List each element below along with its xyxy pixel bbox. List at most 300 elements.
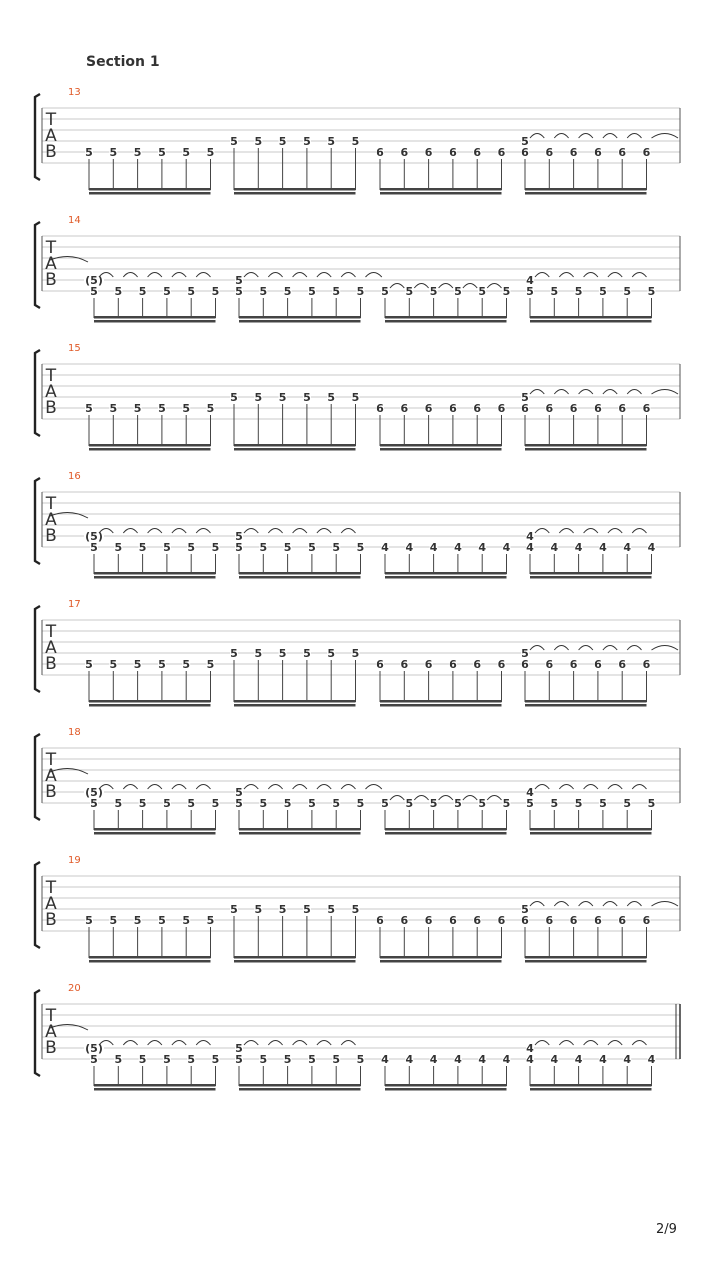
fret-number: 5	[521, 647, 529, 660]
fret-number: 5	[114, 797, 123, 810]
tie-arc	[632, 273, 646, 278]
fret-number: 4	[381, 1053, 389, 1066]
fret-number: 5	[526, 285, 534, 298]
fret-number: 5	[303, 903, 311, 916]
fret-number: 6	[449, 402, 457, 415]
fret-number: 5	[254, 135, 263, 148]
fret-number: 5	[206, 146, 215, 159]
tie-arc	[603, 902, 617, 907]
tie-arc	[463, 796, 477, 801]
fret-number: 4	[550, 541, 559, 554]
tie-arc	[439, 796, 453, 801]
fret-number: 5	[647, 285, 656, 298]
tie-arc	[627, 390, 641, 395]
fret-number: 6	[449, 914, 457, 927]
beam	[380, 956, 502, 959]
fret-number: 5	[235, 786, 243, 799]
fret-number: 4	[454, 541, 462, 554]
fret-number: 5	[90, 541, 98, 554]
fret-number: 4	[526, 1042, 534, 1055]
tie-arc	[579, 390, 593, 395]
beam	[239, 576, 361, 579]
fret-number: 4	[647, 541, 656, 554]
tab-clef-letter: B	[45, 910, 57, 930]
tie-arc	[632, 1041, 646, 1046]
fret-number: 6	[594, 658, 602, 671]
tab-clef-letter: T	[45, 366, 57, 386]
fret-number: 5	[254, 903, 263, 916]
fret-number: 6	[424, 914, 433, 927]
tab-system	[35, 855, 680, 963]
tie-arc	[268, 1041, 282, 1046]
fret-number: 5	[230, 391, 238, 404]
fret-number: 5	[114, 541, 123, 554]
fret-number: 5	[283, 541, 292, 554]
fret-number: 5	[138, 1053, 147, 1066]
tab-system	[35, 215, 680, 323]
fret-number: 5	[381, 285, 389, 298]
fret-number: 5	[133, 146, 142, 159]
tie-arc	[148, 1041, 162, 1046]
tie-arc	[535, 273, 549, 278]
fret-number: 4	[478, 1053, 487, 1066]
tie-arc	[244, 785, 258, 790]
fret-number: 4	[429, 1053, 438, 1066]
beam	[525, 956, 647, 959]
tie-arc	[627, 902, 641, 907]
tab-clef-letter: T	[45, 622, 57, 642]
beam	[234, 188, 356, 191]
beam	[234, 704, 356, 707]
fret-number: 6	[497, 402, 506, 415]
tie-arc	[196, 785, 210, 790]
fret-number: 6	[449, 658, 457, 671]
fret-number: 5	[303, 135, 311, 148]
tie-arc	[317, 785, 331, 790]
fret-number: 5	[211, 1053, 220, 1066]
fret-number: 5	[163, 797, 171, 810]
fret-number: 6	[545, 658, 554, 671]
tie-arc	[148, 273, 162, 278]
beam	[239, 1084, 361, 1087]
beam	[530, 316, 652, 319]
fret-number: 5	[259, 797, 268, 810]
fret-number: 5	[405, 285, 414, 298]
system-bracket	[35, 862, 40, 948]
tie-arc	[627, 134, 641, 139]
fret-number: 5	[550, 797, 559, 810]
tie-arc	[123, 785, 137, 790]
fret-number: 6	[376, 402, 384, 415]
tie-arc	[554, 134, 568, 139]
fret-number: 5	[303, 391, 311, 404]
beam	[385, 828, 507, 831]
beam	[385, 1088, 507, 1091]
fret-number: 6	[400, 402, 409, 415]
tab-clef-letter: T	[45, 494, 57, 514]
beam	[530, 572, 652, 575]
tab-clef-letter: A	[45, 126, 57, 146]
fret-number: 6	[594, 146, 602, 159]
fret-number: 5	[85, 402, 93, 415]
fret-number: 5	[187, 285, 196, 298]
fret-number: 5	[327, 647, 336, 660]
fret-number: 5	[332, 285, 341, 298]
fret-number: 6	[497, 658, 506, 671]
tie-arc	[341, 273, 355, 278]
fret-number: 6	[521, 914, 529, 927]
fret-number: 6	[376, 146, 384, 159]
fret-number: 4	[526, 1053, 534, 1066]
fret-number: 5	[133, 914, 142, 927]
tie-arc	[414, 796, 428, 801]
tie-arc	[652, 134, 679, 139]
tie-arc	[579, 646, 593, 651]
tab-system	[35, 727, 680, 835]
beam	[89, 444, 211, 447]
tie-arc	[244, 1041, 258, 1046]
fret-number: 5	[206, 914, 215, 927]
fret-number: 6	[618, 402, 627, 415]
fret-number: 5	[109, 402, 118, 415]
tie-arc	[293, 785, 307, 790]
tie-arc	[579, 902, 593, 907]
fret-number: 5	[429, 797, 438, 810]
fret-number: 5	[114, 1053, 123, 1066]
fret-number: 5	[90, 1053, 98, 1066]
tie-arc	[341, 529, 355, 534]
fret-number: 4	[599, 541, 607, 554]
tie-arc	[530, 646, 544, 651]
tie-arc	[554, 390, 568, 395]
fret-number: 5	[158, 402, 166, 415]
fret-number: 4	[599, 1053, 607, 1066]
beam	[530, 576, 652, 579]
beam	[89, 700, 211, 703]
fret-number: 6	[521, 402, 529, 415]
fret-number: 5	[327, 391, 336, 404]
fret-number: 6	[473, 914, 482, 927]
fret-number: 5	[574, 285, 583, 298]
tab-clef-letter: B	[45, 398, 57, 418]
beam	[525, 188, 647, 191]
fret-number: 5	[303, 647, 311, 660]
measure-number: 18	[68, 727, 81, 738]
tie-arc	[341, 1041, 355, 1046]
fret-number: 4	[502, 541, 511, 554]
fret-number: (5)	[85, 1042, 103, 1055]
tab-system	[35, 983, 680, 1091]
beam	[385, 320, 507, 323]
fret-number: 4	[550, 1053, 559, 1066]
tie-arc	[317, 529, 331, 534]
fret-number: 5	[478, 285, 487, 298]
fret-number: 5	[211, 285, 220, 298]
measure-number: 13	[68, 87, 81, 98]
fret-number: 5	[182, 914, 191, 927]
fret-number: 5	[356, 541, 365, 554]
fret-number: 5	[283, 285, 292, 298]
fret-number: 6	[497, 146, 506, 159]
measure-number: 20	[68, 983, 81, 994]
system-bracket	[35, 350, 40, 436]
fret-number: 6	[545, 146, 554, 159]
tie-arc	[123, 529, 137, 534]
beam	[94, 1084, 216, 1087]
beam	[525, 704, 647, 707]
tab-clef-letter: A	[45, 382, 57, 402]
tie-arc	[293, 273, 307, 278]
tie-arc	[608, 273, 622, 278]
tie-arc	[632, 529, 646, 534]
fret-number: 6	[473, 658, 482, 671]
tab-clef-letter: A	[45, 638, 57, 658]
tab-system	[35, 343, 680, 451]
fret-number: 6	[473, 402, 482, 415]
fret-number: 6	[642, 146, 651, 159]
fret-number: 5	[187, 1053, 196, 1066]
fret-number: 5	[85, 146, 93, 159]
tie-arc	[608, 1041, 622, 1046]
fret-number: 4	[454, 1053, 462, 1066]
tie-arc	[535, 1041, 549, 1046]
beam	[239, 832, 361, 835]
beam	[89, 960, 211, 963]
tie-arc	[244, 529, 258, 534]
fret-number: 5	[230, 647, 238, 660]
fret-number: 5	[283, 1053, 292, 1066]
tie-arc	[652, 646, 679, 651]
fret-number: 5	[259, 285, 268, 298]
tab-clef-letter: T	[45, 1006, 57, 1026]
beam	[530, 1088, 652, 1091]
measure-number: 15	[68, 343, 81, 354]
fret-number: 5	[235, 1053, 243, 1066]
fret-number: 5	[278, 903, 287, 916]
fret-number: 6	[569, 914, 578, 927]
tab-clef-letter: B	[45, 270, 57, 290]
tie-arc	[341, 785, 355, 790]
tie-arc	[268, 785, 282, 790]
tab-clef-letter: B	[45, 782, 57, 802]
fret-number: 5	[85, 658, 93, 671]
measure-number: 14	[68, 215, 81, 226]
fret-number: 5	[405, 797, 414, 810]
tab-clef-letter: T	[45, 110, 57, 130]
fret-number: 5	[521, 135, 529, 148]
tie-arc	[487, 284, 501, 289]
fret-number: 4	[502, 1053, 511, 1066]
tie-arc	[608, 785, 622, 790]
tie-arc	[603, 646, 617, 651]
fret-number: 6	[521, 146, 529, 159]
fret-number: 5	[478, 797, 487, 810]
fret-number: 4	[526, 541, 534, 554]
fret-number: 6	[376, 658, 384, 671]
tie-arc	[584, 273, 598, 278]
fret-number: 5	[599, 285, 607, 298]
tie-arc	[390, 284, 404, 289]
tie-arc	[627, 646, 641, 651]
beam	[380, 192, 502, 195]
fret-number: 5	[521, 391, 529, 404]
fret-number: 5	[235, 285, 243, 298]
fret-number: 6	[424, 146, 433, 159]
measure-number: 19	[68, 855, 81, 866]
fret-number: 6	[424, 658, 433, 671]
tab-clef-letter: A	[45, 254, 57, 274]
fret-number: 5	[187, 797, 196, 810]
fret-number: 5	[158, 658, 166, 671]
fret-number: (5)	[85, 274, 103, 287]
tie-arc	[608, 529, 622, 534]
fret-number: 6	[521, 658, 529, 671]
fret-number: 5	[138, 541, 147, 554]
fret-number: 6	[569, 402, 578, 415]
fret-number: 6	[594, 402, 602, 415]
beam	[385, 832, 507, 835]
fret-number: 5	[182, 402, 191, 415]
fret-number: 5	[351, 647, 360, 660]
beam	[385, 1084, 507, 1087]
page-number: 2/9	[656, 1222, 677, 1237]
fret-number: 6	[376, 914, 384, 927]
tab-system	[35, 471, 680, 579]
fret-number: 4	[429, 541, 438, 554]
fret-number: 5	[327, 135, 336, 148]
fret-number: 5	[259, 541, 268, 554]
beam	[385, 576, 507, 579]
fret-number: 6	[424, 402, 433, 415]
beam	[89, 704, 211, 707]
beam	[239, 320, 361, 323]
fret-number: 5	[235, 1042, 243, 1055]
beam	[380, 704, 502, 707]
tie-arc	[172, 785, 186, 790]
fret-number: 4	[647, 1053, 656, 1066]
beam	[94, 828, 216, 831]
fret-number: 5	[133, 658, 142, 671]
fret-number: 5	[623, 285, 632, 298]
tie-arc	[554, 902, 568, 907]
fret-number: 5	[206, 402, 215, 415]
beam	[525, 444, 647, 447]
tab-system	[35, 87, 680, 195]
fret-number: 6	[473, 146, 482, 159]
tie-arc	[535, 529, 549, 534]
beam	[530, 832, 652, 835]
fret-number: 5	[114, 285, 123, 298]
fret-number: 5	[259, 1053, 268, 1066]
fret-number: 4	[623, 541, 632, 554]
fret-number: 5	[351, 903, 360, 916]
fret-number: 5	[502, 797, 511, 810]
fret-number: 5	[327, 903, 336, 916]
fret-number: 5	[308, 797, 316, 810]
tie-arc	[603, 390, 617, 395]
fret-number: 6	[642, 914, 651, 927]
beam	[380, 960, 502, 963]
fret-number: 5	[283, 797, 292, 810]
beam	[234, 444, 356, 447]
tie-arc	[148, 529, 162, 534]
tie-arc	[530, 390, 544, 395]
beam	[525, 700, 647, 703]
tie-arc	[584, 529, 598, 534]
fret-number: 5	[278, 647, 287, 660]
fret-number: 5	[163, 285, 171, 298]
beam	[234, 960, 356, 963]
tie-arc	[463, 284, 477, 289]
fret-number: 5	[550, 285, 559, 298]
fret-number: 5	[454, 797, 462, 810]
fret-number: 5	[278, 391, 287, 404]
fret-number: 5	[138, 285, 147, 298]
beam	[380, 444, 502, 447]
fret-number: 6	[400, 146, 409, 159]
beam	[239, 828, 361, 831]
beam	[94, 832, 216, 835]
fret-number: 4	[526, 786, 534, 799]
fret-number: (5)	[85, 530, 103, 543]
beam	[94, 316, 216, 319]
tab-clef-letter: T	[45, 878, 57, 898]
fret-number: 5	[90, 797, 98, 810]
beam	[239, 1088, 361, 1091]
beam	[234, 956, 356, 959]
fret-number: 5	[235, 541, 243, 554]
fret-number: 6	[594, 914, 602, 927]
measure-number: 17	[68, 599, 81, 610]
tie-arc	[632, 785, 646, 790]
tab-clef-letter: B	[45, 142, 57, 162]
tie-arc	[317, 273, 331, 278]
fret-number: 5	[356, 797, 365, 810]
fret-number: 6	[618, 658, 627, 671]
fret-number: 5	[182, 658, 191, 671]
tie-arc	[652, 390, 679, 395]
fret-number: 5	[109, 658, 118, 671]
fret-number: 4	[405, 541, 414, 554]
tab-clef-letter: B	[45, 1038, 57, 1058]
tie-arc	[196, 1041, 210, 1046]
fret-number: 5	[211, 797, 220, 810]
beam	[89, 956, 211, 959]
fret-number: 5	[109, 146, 118, 159]
fret-number: 5	[278, 135, 287, 148]
fret-number: 4	[623, 1053, 632, 1066]
section-title: Section 1	[86, 54, 160, 70]
fret-number: 6	[545, 402, 554, 415]
fret-number: 6	[400, 914, 409, 927]
fret-number: 5	[206, 658, 215, 671]
tie-arc	[366, 273, 382, 278]
tie-arc	[268, 529, 282, 534]
fret-number: 5	[187, 541, 196, 554]
tie-arc	[172, 1041, 186, 1046]
tie-arc	[244, 273, 258, 278]
tie-arc	[293, 529, 307, 534]
tie-arc	[366, 785, 382, 790]
fret-number: 5	[211, 541, 220, 554]
tie-arc	[559, 273, 573, 278]
fret-number: 5	[429, 285, 438, 298]
tie-arc	[530, 134, 544, 139]
system-bracket	[35, 478, 40, 564]
beam	[380, 188, 502, 191]
fret-number: 5	[332, 541, 341, 554]
fret-number: 6	[642, 402, 651, 415]
